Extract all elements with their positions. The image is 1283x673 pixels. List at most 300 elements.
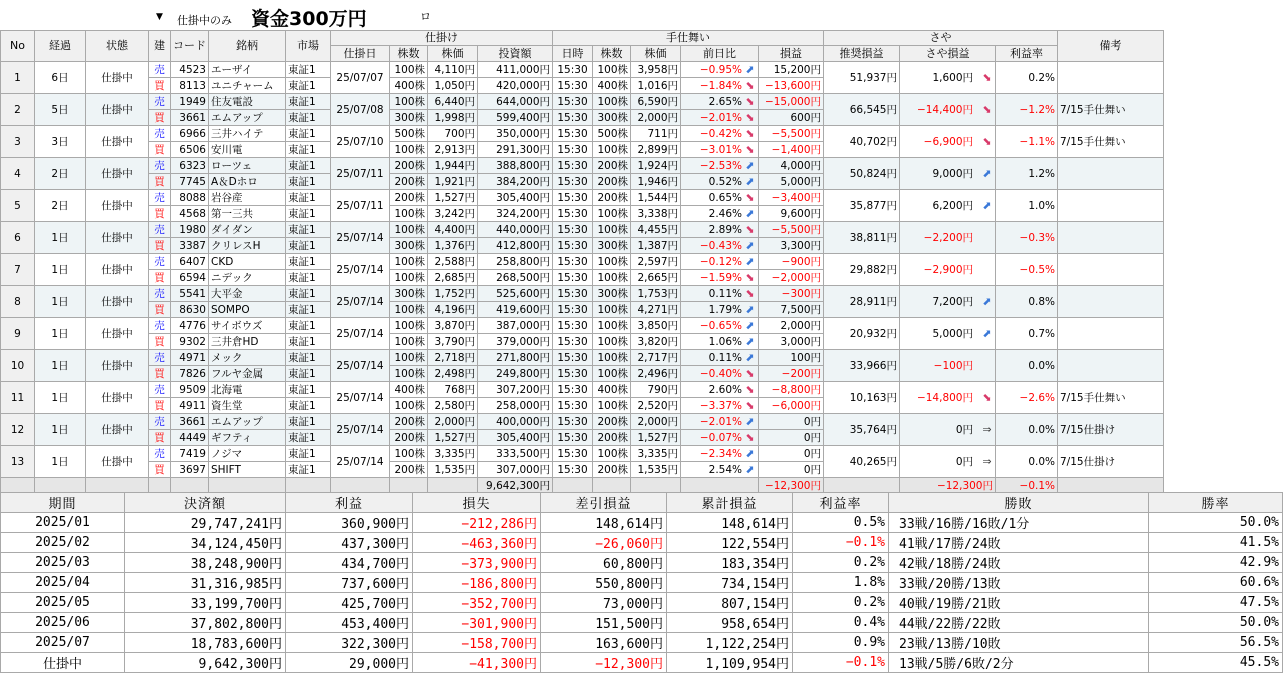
change-value: −2.01%	[699, 111, 742, 124]
name-cell: ローツェ	[209, 158, 286, 174]
side-cell: 買	[149, 206, 171, 222]
col-exit-price[interactable]: 株価	[631, 46, 681, 62]
col-side[interactable]: 建	[149, 31, 171, 62]
rate-cell: −0.3%	[996, 222, 1058, 254]
toolbar-trailing-text: ロ	[420, 10, 431, 23]
arrow-down-icon: ⬊	[982, 70, 992, 84]
name-cell: SOMPO	[209, 302, 286, 318]
entry-price-cell: 1,998円	[428, 110, 478, 126]
code-cell: 3387	[171, 238, 209, 254]
status-cell: 仕掛中	[86, 190, 149, 222]
side-cell: 売	[149, 382, 171, 398]
exit-pl-cell: 600円	[759, 110, 824, 126]
exit-time-cell: 15:30	[553, 446, 593, 462]
summary-profit-cell: 453,400円	[286, 613, 413, 633]
exit-time-cell: 15:30	[553, 62, 593, 78]
market-cell: 東証1	[286, 398, 331, 414]
status-cell: 仕掛中	[86, 286, 149, 318]
exit-price-cell: 1,535円	[631, 462, 681, 478]
summary-cum-cell: 122,554円	[667, 533, 793, 553]
arrow-up-icon: ⬈	[745, 158, 755, 172]
elapsed-cell: 1日	[35, 318, 86, 350]
market-cell: 東証1	[286, 190, 331, 206]
spread-pl-value: 0円	[955, 455, 973, 468]
arrow-down-icon: ⬊	[745, 382, 755, 396]
summary-row[interactable]	[1, 613, 1283, 633]
name-cell: 北海電	[209, 382, 286, 398]
summary-row[interactable]	[1, 593, 1283, 613]
table-row[interactable]	[1, 190, 1164, 206]
change-value: 0.11%	[708, 287, 742, 300]
name-cell: 資生堂	[209, 398, 286, 414]
summary-cum-cell: 807,154円	[667, 593, 793, 613]
exit-time-cell: 15:30	[553, 382, 593, 398]
change-value: −3.37%	[699, 399, 742, 412]
exit-price-cell: 1,387円	[631, 238, 681, 254]
exit-qty-cell: 400株	[593, 78, 631, 94]
code-cell: 3661	[171, 110, 209, 126]
change-value: −0.42%	[699, 127, 742, 140]
summary-settle-cell: 33,199,700円	[125, 593, 286, 613]
col-note[interactable]: 備考	[1058, 31, 1164, 62]
name-cell: メック	[209, 350, 286, 366]
change-cell	[681, 446, 759, 462]
exit-price-cell: 2,496円	[631, 366, 681, 382]
side-cell: 買	[149, 302, 171, 318]
entry-price-cell: 2,498円	[428, 366, 478, 382]
name-cell: 岩谷産	[209, 190, 286, 206]
summary-win-cell: 47.5%	[1149, 593, 1283, 613]
exit-time-cell: 15:30	[553, 350, 593, 366]
exit-time-cell: 15:30	[553, 238, 593, 254]
entry-amount-cell: 305,400円	[478, 430, 553, 446]
status-cell: 仕掛中	[86, 318, 149, 350]
arrow-up-icon: ⬈	[745, 334, 755, 348]
table-row[interactable]	[1, 94, 1164, 110]
summary-col-header[interactable]: 期間	[1, 493, 125, 513]
table-row[interactable]	[1, 414, 1164, 430]
summary-loss-cell: −463,360円	[413, 533, 541, 553]
market-cell: 東証1	[286, 334, 331, 350]
table-row[interactable]	[1, 382, 1164, 398]
status-cell: 仕掛中	[86, 94, 149, 126]
exit-qty-cell: 100株	[593, 318, 631, 334]
code-cell: 6407	[171, 254, 209, 270]
spread-pl-value: −6,900円	[923, 135, 973, 148]
exit-price-cell: 2,000円	[631, 110, 681, 126]
entry-amount-cell: 258,000円	[478, 398, 553, 414]
note-cell: 7/15手仕舞い	[1058, 126, 1164, 158]
col-exit-pl[interactable]: 損益	[759, 46, 824, 62]
entry-price-cell: 3,335円	[428, 446, 478, 462]
recommended-pl-cell: 66,545円	[824, 94, 900, 126]
change-cell	[681, 142, 759, 158]
market-cell: 東証1	[286, 78, 331, 94]
name-cell: サイボウズ	[209, 318, 286, 334]
table-row[interactable]	[1, 158, 1164, 174]
exit-pl-cell: 0円	[759, 414, 824, 430]
entry-date-cell: 25/07/14	[331, 318, 390, 350]
summary-row[interactable]	[1, 633, 1283, 653]
entry-date-cell: 25/07/14	[331, 414, 390, 446]
entry-price-cell: 2,913円	[428, 142, 478, 158]
entry-price-cell: 700円	[428, 126, 478, 142]
side-cell: 売	[149, 446, 171, 462]
market-cell: 東証1	[286, 206, 331, 222]
table-row[interactable]	[1, 254, 1164, 270]
arrow-down-icon: ⬊	[982, 102, 992, 116]
change-value: 2.65%	[708, 95, 742, 108]
entry-price-cell: 768円	[428, 382, 478, 398]
change-cell	[681, 382, 759, 398]
exit-qty-cell: 200株	[593, 190, 631, 206]
chevron-down-icon[interactable]: ▼	[156, 12, 163, 22]
name-cell: 大平金	[209, 286, 286, 302]
summary-col-header[interactable]: 利益率	[793, 493, 889, 513]
entry-date-cell: 25/07/14	[331, 286, 390, 318]
name-cell: フルヤ金属	[209, 366, 286, 382]
exit-price-cell: 3,338円	[631, 206, 681, 222]
exit-time-cell: 15:30	[553, 206, 593, 222]
side-cell: 買	[149, 78, 171, 94]
exit-pl-cell: −6,000円	[759, 398, 824, 414]
summary-body	[1, 513, 1283, 673]
exit-time-cell: 15:30	[553, 398, 593, 414]
col-status[interactable]: 状態	[86, 31, 149, 62]
arrow-down-icon: ⬊	[745, 398, 755, 412]
change-cell	[681, 286, 759, 302]
status-cell: 仕掛中	[86, 126, 149, 158]
arrow-up-icon: ⬈	[745, 350, 755, 364]
market-cell: 東証1	[286, 222, 331, 238]
entry-qty-cell: 100株	[390, 302, 428, 318]
col-no[interactable]: No	[1, 31, 35, 62]
summary-record-cell: 40戦/19勝/21敗	[889, 593, 1149, 613]
name-cell: ダイダン	[209, 222, 286, 238]
col-entry-price[interactable]: 株価	[428, 46, 478, 62]
change-value: −0.40%	[699, 367, 742, 380]
entry-qty-cell: 100株	[390, 206, 428, 222]
market-cell: 東証1	[286, 414, 331, 430]
name-cell: 三井倉HD	[209, 334, 286, 350]
table-row[interactable]	[1, 286, 1164, 302]
recommended-pl-cell: 33,966円	[824, 350, 900, 382]
arrow-up-icon: ⬈	[745, 254, 755, 268]
summary-settle-cell: 34,124,450円	[125, 533, 286, 553]
market-cell: 東証1	[286, 142, 331, 158]
summary-row[interactable]	[1, 553, 1283, 573]
col-entry-amount[interactable]: 投資額	[478, 46, 553, 62]
summary-profit-cell: 437,300円	[286, 533, 413, 553]
entry-price-cell: 1,535円	[428, 462, 478, 478]
summary-loss-cell: −186,800円	[413, 573, 541, 593]
entry-amount-cell: 291,300円	[478, 142, 553, 158]
table-row[interactable]	[1, 222, 1164, 238]
code-cell: 6323	[171, 158, 209, 174]
change-value: 2.54%	[708, 463, 742, 476]
side-cell: 売	[149, 414, 171, 430]
exit-time-cell: 15:30	[553, 302, 593, 318]
status-cell: 仕掛中	[86, 414, 149, 446]
summary-col-header[interactable]: 勝率	[1149, 493, 1283, 513]
summary-rate-cell: 0.5%	[793, 513, 889, 533]
row-number: 4	[1, 158, 35, 190]
col-spread-pl[interactable]: さや損益	[900, 46, 996, 62]
summary-row[interactable]	[1, 513, 1283, 533]
exit-pl-cell: −3,400円	[759, 190, 824, 206]
exit-pl-cell: 0円	[759, 462, 824, 478]
entry-amount-cell: 419,600円	[478, 302, 553, 318]
exit-price-cell: 790円	[631, 382, 681, 398]
group-exit: 手仕舞い	[553, 31, 824, 46]
change-cell	[681, 302, 759, 318]
elapsed-cell: 1日	[35, 414, 86, 446]
summary-profit-cell: 737,600円	[286, 573, 413, 593]
recommended-pl-cell: 51,937円	[824, 62, 900, 94]
totals-rate: −0.1%	[996, 478, 1058, 494]
exit-pl-cell: 100円	[759, 350, 824, 366]
side-cell: 買	[149, 142, 171, 158]
summary-net-cell: −26,060円	[541, 533, 667, 553]
row-number: 11	[1, 382, 35, 414]
entry-qty-cell: 200株	[390, 414, 428, 430]
market-cell: 東証1	[286, 126, 331, 142]
summary-settle-cell: 38,248,900円	[125, 553, 286, 573]
status-cell: 仕掛中	[86, 158, 149, 190]
entry-amount-cell: 324,200円	[478, 206, 553, 222]
exit-qty-cell: 100株	[593, 206, 631, 222]
recommended-pl-cell: 10,163円	[824, 382, 900, 414]
summary-win-cell: 41.5%	[1149, 533, 1283, 553]
entry-qty-cell: 400株	[390, 78, 428, 94]
table-row[interactable]	[1, 446, 1164, 462]
exit-time-cell: 15:30	[553, 414, 593, 430]
summary-record-cell: 33戦/20勝/13敗	[889, 573, 1149, 593]
summary-col-header[interactable]: 損失	[413, 493, 541, 513]
note-cell	[1058, 254, 1164, 286]
entry-qty-cell: 100株	[390, 94, 428, 110]
code-cell: 4911	[171, 398, 209, 414]
recommended-pl-cell: 40,702円	[824, 126, 900, 158]
summary-period-cell: 2025/07	[1, 633, 125, 653]
summary-settle-cell: 18,783,600円	[125, 633, 286, 653]
summary-win-cell: 45.5%	[1149, 653, 1283, 673]
col-entry-date[interactable]: 仕掛日	[331, 46, 390, 62]
change-value: 0.52%	[708, 175, 742, 188]
note-cell: 7/15手仕舞い	[1058, 94, 1164, 126]
filter-dropdown[interactable]	[10, 8, 242, 28]
elapsed-cell: 1日	[35, 350, 86, 382]
change-value: 1.79%	[708, 303, 742, 316]
col-name[interactable]: 銘柄	[209, 31, 286, 62]
code-cell: 1949	[171, 94, 209, 110]
entry-amount-cell: 400,000円	[478, 414, 553, 430]
change-value: 0.65%	[708, 191, 742, 204]
exit-price-cell: 3,958円	[631, 62, 681, 78]
col-market[interactable]: 市場	[286, 31, 331, 62]
summary-settle-cell: 29,747,241円	[125, 513, 286, 533]
exit-time-cell: 15:30	[553, 462, 593, 478]
exit-price-cell: 711円	[631, 126, 681, 142]
col-exit-change[interactable]: 前日比	[681, 46, 759, 62]
exit-price-cell: 1,544円	[631, 190, 681, 206]
entry-amount-cell: 305,400円	[478, 190, 553, 206]
summary-period-cell: 2025/05	[1, 593, 125, 613]
arrow-right-icon: ⇒	[982, 422, 992, 436]
change-cell	[681, 158, 759, 174]
spread-pl-value: 5,000円	[932, 327, 973, 340]
capital-label: 資金300万円	[247, 4, 371, 31]
entry-qty-cell: 100株	[390, 366, 428, 382]
change-cell	[681, 222, 759, 238]
summary-record-cell: 23戦/13勝/10敗	[889, 633, 1149, 653]
rate-cell: 0.0%	[996, 350, 1058, 382]
elapsed-cell: 1日	[35, 222, 86, 254]
code-cell: 4449	[171, 430, 209, 446]
note-cell	[1058, 158, 1164, 190]
spread-pl-value: −2,200円	[923, 231, 973, 244]
arrow-down-icon: ⬊	[745, 126, 755, 140]
exit-pl-cell: 4,000円	[759, 158, 824, 174]
change-cell	[681, 62, 759, 78]
market-cell: 東証1	[286, 110, 331, 126]
code-cell: 9302	[171, 334, 209, 350]
col-entry-qty[interactable]: 株数	[390, 46, 428, 62]
summary-settle-cell: 9,642,300円	[125, 653, 286, 673]
note-cell	[1058, 222, 1164, 254]
col-exit-time[interactable]: 日時	[553, 46, 593, 62]
summary-loss-cell: −41,300円	[413, 653, 541, 673]
spread-pl-cell	[900, 350, 996, 382]
code-cell: 3697	[171, 462, 209, 478]
exit-time-cell: 15:30	[553, 430, 593, 446]
change-value: −0.43%	[699, 239, 742, 252]
change-value: 1.06%	[708, 335, 742, 348]
arrow-up-icon: ⬈	[745, 62, 755, 76]
entry-price-cell: 3,790円	[428, 334, 478, 350]
summary-row[interactable]	[1, 573, 1283, 593]
exit-qty-cell: 100株	[593, 446, 631, 462]
entry-price-cell: 4,400円	[428, 222, 478, 238]
col-rate[interactable]: 利益率	[996, 46, 1058, 62]
spread-pl-value: −2,900円	[923, 263, 973, 276]
side-cell: 売	[149, 158, 171, 174]
row-number: 6	[1, 222, 35, 254]
totals-amount: 9,642,300円	[478, 478, 553, 494]
summary-col-header[interactable]: 決済額	[125, 493, 286, 513]
elapsed-cell: 1日	[35, 382, 86, 414]
entry-amount-cell: 384,200円	[478, 174, 553, 190]
summary-row[interactable]	[1, 533, 1283, 553]
summary-net-cell: −12,300円	[541, 653, 667, 673]
spread-pl-value: 7,200円	[932, 295, 973, 308]
change-cell	[681, 126, 759, 142]
exit-pl-cell: 3,000円	[759, 334, 824, 350]
name-cell: CKD	[209, 254, 286, 270]
code-cell: 4523	[171, 62, 209, 78]
summary-record-cell: 41戦/17勝/24敗	[889, 533, 1149, 553]
entry-qty-cell: 100株	[390, 318, 428, 334]
summary-profit-cell: 434,700円	[286, 553, 413, 573]
exit-qty-cell: 200株	[593, 462, 631, 478]
entry-price-cell: 1,527円	[428, 430, 478, 446]
col-exit-qty[interactable]: 株数	[593, 46, 631, 62]
table-row[interactable]	[1, 350, 1164, 366]
summary-col-header[interactable]: 利益	[286, 493, 413, 513]
summary-rate-cell: 0.2%	[793, 553, 889, 573]
change-value: −1.84%	[699, 79, 742, 92]
summary-settle-cell: 31,316,985円	[125, 573, 286, 593]
exit-time-cell: 15:30	[553, 366, 593, 382]
market-cell: 東証1	[286, 254, 331, 270]
arrow-up-icon: ⬈	[745, 414, 755, 428]
summary-col-header[interactable]: 累計損益	[667, 493, 793, 513]
summary-loss-cell: −301,900円	[413, 613, 541, 633]
exit-qty-cell: 100株	[593, 142, 631, 158]
exit-pl-cell: −8,800円	[759, 382, 824, 398]
change-value: 0.11%	[708, 351, 742, 364]
exit-time-cell: 15:30	[553, 222, 593, 238]
exit-qty-cell: 500株	[593, 126, 631, 142]
row-number: 5	[1, 190, 35, 222]
entry-amount-cell: 271,800円	[478, 350, 553, 366]
summary-net-cell: 73,000円	[541, 593, 667, 613]
table-row[interactable]	[1, 318, 1164, 334]
code-cell: 4776	[171, 318, 209, 334]
name-cell: エムアップ	[209, 110, 286, 126]
exit-time-cell: 15:30	[553, 94, 593, 110]
summary-col-header[interactable]: 勝敗	[889, 493, 1149, 513]
col-code[interactable]: コード	[171, 31, 209, 62]
table-row[interactable]	[1, 62, 1164, 78]
spread-pl-cell	[900, 94, 996, 126]
name-cell: SHIFT	[209, 462, 286, 478]
summary-cum-cell: 1,122,254円	[667, 633, 793, 653]
status-cell: 仕掛中	[86, 350, 149, 382]
entry-price-cell: 2,580円	[428, 398, 478, 414]
arrow-down-icon: ⬊	[982, 390, 992, 404]
rate-cell: 0.8%	[996, 286, 1058, 318]
entry-amount-cell: 412,800円	[478, 238, 553, 254]
side-cell: 売	[149, 190, 171, 206]
market-cell: 東証1	[286, 94, 331, 110]
exit-qty-cell: 200株	[593, 430, 631, 446]
side-cell: 売	[149, 222, 171, 238]
exit-qty-cell: 100株	[593, 62, 631, 78]
summary-cum-cell: 1,109,954円	[667, 653, 793, 673]
summary-row[interactable]	[1, 653, 1283, 673]
recommended-pl-cell: 35,764円	[824, 414, 900, 446]
summary-col-header[interactable]: 差引損益	[541, 493, 667, 513]
summary-win-cell: 50.0%	[1149, 513, 1283, 533]
col-elapsed[interactable]: 経過	[35, 31, 86, 62]
exit-qty-cell: 100株	[593, 254, 631, 270]
change-cell	[681, 398, 759, 414]
col-recommended-pl[interactable]: 推奨損益	[824, 46, 900, 62]
status-cell: 仕掛中	[86, 382, 149, 414]
exit-pl-cell: 7,500円	[759, 302, 824, 318]
name-cell: エーザイ	[209, 62, 286, 78]
table-row[interactable]	[1, 126, 1164, 142]
arrow-up-icon: ⬈	[982, 294, 992, 308]
arrow-down-icon: ⬊	[745, 190, 755, 204]
summary-period-cell: 2025/01	[1, 513, 125, 533]
market-cell: 東証1	[286, 318, 331, 334]
exit-qty-cell: 300株	[593, 286, 631, 302]
exit-price-cell: 2,597円	[631, 254, 681, 270]
row-number: 2	[1, 94, 35, 126]
entry-qty-cell: 100株	[390, 446, 428, 462]
